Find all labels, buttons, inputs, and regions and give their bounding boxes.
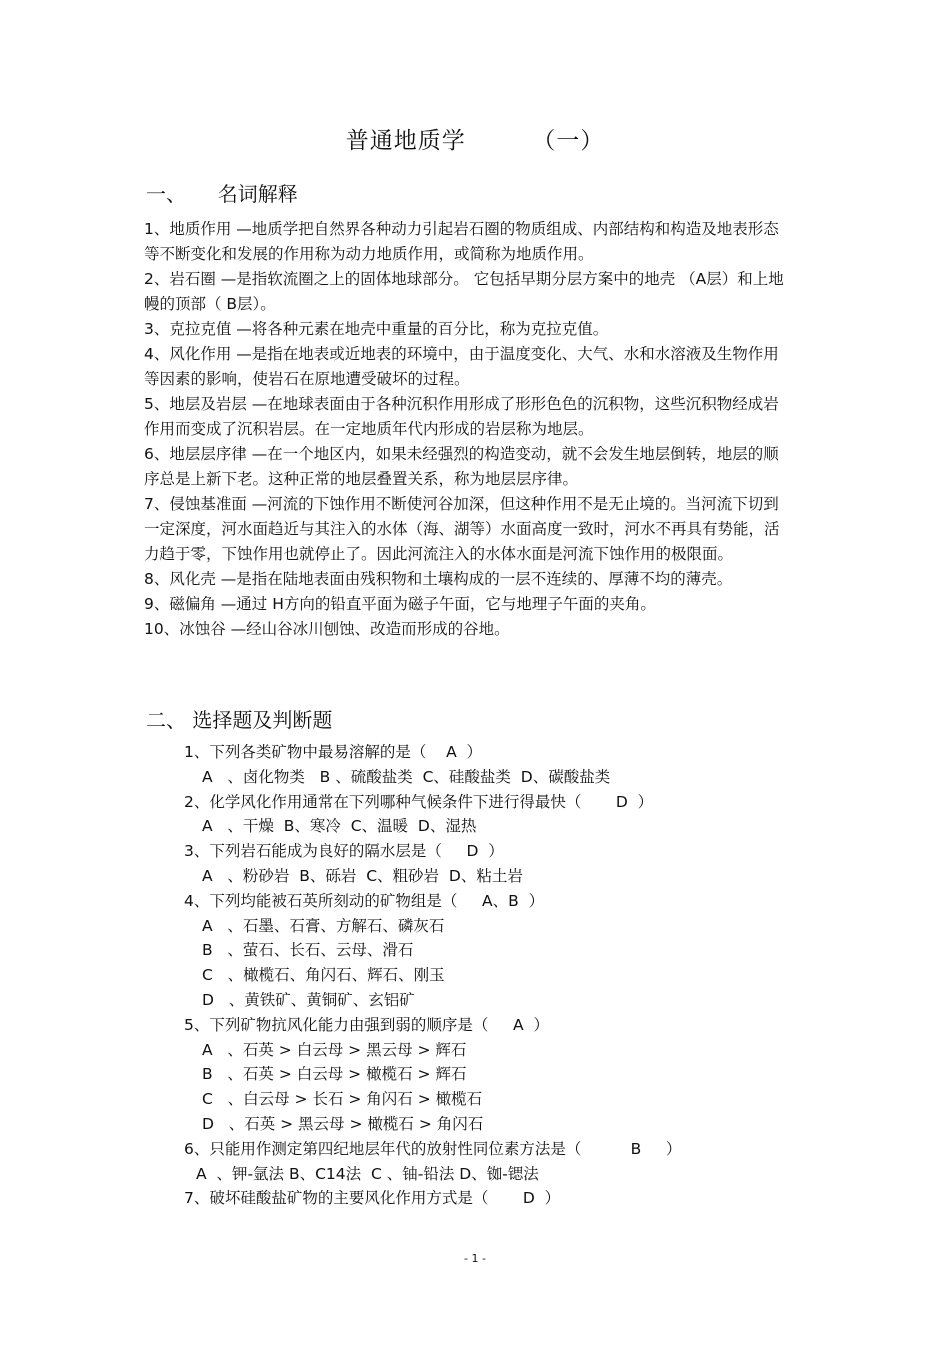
definition-item: 9、磁偏角 —通过 H方向的铅直平面为磁子午面，它与地理子午面的夹角。 <box>144 595 656 613</box>
question-option: D 、石英 > 黑云母 > 橄榄石 > 角闪石 <box>202 1114 484 1133</box>
questions-list <box>184 740 804 1211</box>
question-item <box>184 790 804 840</box>
question-option: A 、石墨、石膏、方解石、磷灰石 <box>202 916 445 935</box>
question-stem: 6、只能用作测定第四纪地层年代的放射性同位素方法是（ B ） <box>184 1139 682 1158</box>
definition-item: 8、风化壳 —是指在陆地表面由残积物和土壤构成的一层不连续的、厚薄不均的薄壳。 <box>144 570 733 588</box>
definition-item: 4、风化作用 —是指在地表或近地表的环境中，由于温度变化、大气、水和水溶液及生物作用等因素的影响，使岩石在原地遭受破坏的过程。 <box>144 345 779 388</box>
question-option: B 、石英 > 白云母 > 橄榄石 > 辉石 <box>202 1065 467 1084</box>
question-item <box>184 1013 804 1137</box>
question-stem: 3、下列岩石能成为良好的隔水层是（ D ） <box>184 842 504 861</box>
definition-item: 6、地层层序律 —在一个地区内，如果未经强烈的构造变动，就不会发生地层倒转，地层的顺序总是上新下老。这种正常的地层叠置关系，称为地层层序律。 <box>144 445 779 488</box>
question-stem: 7、破坏硅酸盐矿物的主要风化作用方式是（ D ） <box>184 1189 561 1208</box>
question-options: A 、干燥 B、寒冷 C、温暖 D、湿热 <box>202 817 477 836</box>
question-options: A 、钾-氩法 B、C14法 C 、铀-铅法 D、铷-锶法 <box>196 1164 539 1183</box>
question-stem: 4、下列均能被石英所刻动的矿物组是（ A、B ） <box>184 891 545 910</box>
question-options: A 、粉砂岩 B、砾岩 C、粗砂岩 D、粘土岩 <box>202 866 523 885</box>
question-item <box>184 1186 804 1211</box>
question-stem: 1、下列各类矿物中最易溶解的是（ A ） <box>184 743 483 761</box>
definition-item: 10、冰蚀谷 —经山谷冰川刨蚀、改造而形成的谷地。 <box>144 620 510 638</box>
question-option: C 、橄榄石、角闪石、辉石、刚玉 <box>202 966 445 985</box>
question-options: A 、卤化物类 B 、硫酸盐类 C、硅酸盐类 D、碳酸盐类 <box>202 767 611 786</box>
question-stem: 2、化学风化作用通常在下列哪种气候条件下进行得最快（ D ） <box>184 792 654 811</box>
question-option: C 、白云母 > 长石 > 角闪石 > 橄榄石 <box>202 1090 483 1109</box>
definition-item: 2、岩石圈 —是指软流圈之上的固体地球部分。 它包括早期分层方案中的地壳 （A层）和上地幔的顶部（ B层）。 <box>144 270 784 313</box>
definition-item: 3、克拉克值 —将各种元素在地壳中重量的百分比，称为克拉克值。 <box>144 320 609 338</box>
definition-item: 5、地层及岩层 —在地球表面由于各种沉积作用形成了形形色色的沉积物，这些沉积物经成岩作用而变成了沉积岩层。在一定地质年代内形成的岩层称为地层。 <box>144 395 779 438</box>
question-item <box>184 839 804 889</box>
section-heading-questions: 二、 选择题及判断题 <box>146 708 333 732</box>
question-item <box>184 889 804 1013</box>
question-option: A 、石英 > 白云母 > 黑云母 > 辉石 <box>202 1040 467 1059</box>
definition-item: 7、侵蚀基准面 —河流的下蚀作用不断使河谷加深，但这种作用不是无止境的。当河流下切到一定深度，河水面趋近与其注入的水体（海、湖等）水面高度一致时，河水不再具有势能，活力趋于零，下蚀作用也就停止了。因此河流注入的水体水面是河流下蚀作用的极限面。 <box>144 495 780 563</box>
question-item <box>184 1137 804 1187</box>
section-heading-terms: 一、 名词解释 <box>146 182 298 206</box>
page-number: - 1 - <box>464 1252 486 1265</box>
definition-item: 1、地质作用 —地质学把自然界各种动力引起岩石圈的物质组成、内部结构和构造及地表形态等不断变化和发展的作用称为动力地质作用，或简称为地质作用。 <box>144 220 779 263</box>
question-item <box>184 740 804 790</box>
definitions-list <box>144 217 784 642</box>
question-option: B 、萤石、长石、云母、滑石 <box>202 941 414 960</box>
question-stem: 5、下列矿物抗风化能力由强到弱的顺序是（ A ） <box>184 1015 549 1034</box>
document-title: 普通地质学 （一） <box>345 128 605 154</box>
question-option: D 、黄铁矿、黄铜矿、玄铝矿 <box>202 990 415 1009</box>
